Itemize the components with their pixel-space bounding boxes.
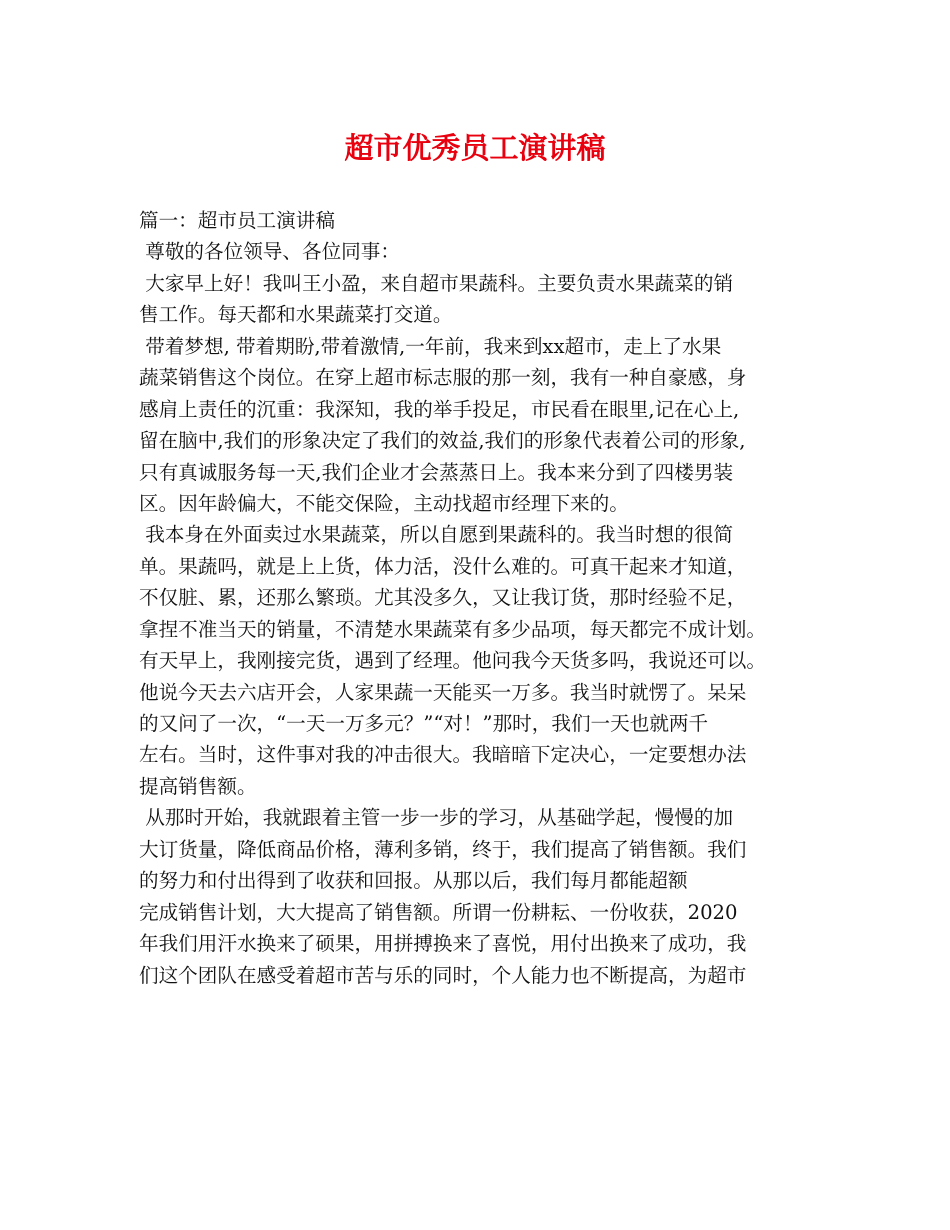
text-line: 们这个团队在感受着超市苦与乐的同时，个人能力也不断提高，为超市 — [139, 963, 747, 987]
text-line: 带着梦想, 带着期盼,带着激情,一年前，我来到xx超市，走上了水果 — [139, 334, 722, 358]
text-line: 单。果蔬吗，就是上上货，体力活，没什么难的。可真干起来才知道， — [139, 554, 747, 578]
text-line: 大家早上好！我叫王小盈，来自超市果蔬科。主要负责水果蔬菜的销 — [139, 271, 734, 295]
text-line: 我本身在外面卖过水果蔬菜，所以自愿到果蔬科的。我当时想的很简 — [139, 523, 734, 547]
text-line: 售工作。每天都和水果蔬菜打交道。 — [139, 303, 453, 327]
text-line: 尊敬的各位领导、各位同事： — [139, 240, 400, 264]
text-line: 从那时开始，我就跟着主管一步一步的学习，从基础学起，慢慢的加 — [139, 806, 734, 830]
text-line: 大订货量，降低商品价格，薄利多销，终于，我们提高了销售额。我们 — [139, 837, 747, 861]
text-line: 左右。当时，这件事对我的冲击很大。我暗暗下定决心，一定要想办法 — [139, 743, 747, 767]
text-line: 年我们用汗水换来了硕果，用拼搏换来了喜悦，用付出换来了成功，我 — [139, 932, 747, 956]
text-line: 只有真诚服务每一天,我们企业才会蒸蒸日上。我本来分到了四楼男装 — [139, 460, 734, 484]
text-line: 有天早上，我刚接完货，遇到了经理。他问我今天货多吗，我说还可以。 — [139, 649, 766, 673]
document-title: 超市优秀员工演讲稿 — [344, 131, 606, 165]
text-line: 不仅脏、累，还那么繁琐。尤其没多久，又让我订货，那时经验不足， — [139, 586, 747, 610]
text-line: 篇一：超市员工演讲稿 — [139, 209, 335, 232]
text-line: 留在脑中,我们的形象决定了我们的效益,我们的形象代表着公司的形象, — [139, 429, 746, 453]
text-line: 完成销售计划，大大提高了销售额。所谓一份耕耘、一份收获，2020 — [139, 900, 738, 924]
text-line: 感肩上责任的沉重：我深知，我的举手投足，市民看在眼里,记在心上, — [139, 397, 740, 421]
text-line: 的努力和付出得到了收获和回报。从那以后，我们每月都能超额 — [139, 869, 688, 893]
text-line: 蔬菜销售这个岗位。在穿上超市标志服的那一刻，我有一种自豪感，身 — [139, 366, 747, 390]
text-line: 他说今天去六店开会，人家果蔬一天能买一万多。我当时就愣了。呆呆 — [139, 680, 747, 704]
text-line: 拿捏不准当天的销量，不清楚水果蔬菜有多少品项，每天都完不成计划。 — [139, 617, 766, 641]
text-line: 区。因年龄偏大，不能交保险，主动找超市经理下来的。 — [139, 491, 629, 515]
text-line: 提高销售额。 — [139, 774, 257, 798]
text-line: 的又问了一次，“一天一万多元？”“对！”那时，我们一天也就两千 — [139, 712, 709, 735]
document-body — [139, 205, 829, 991]
